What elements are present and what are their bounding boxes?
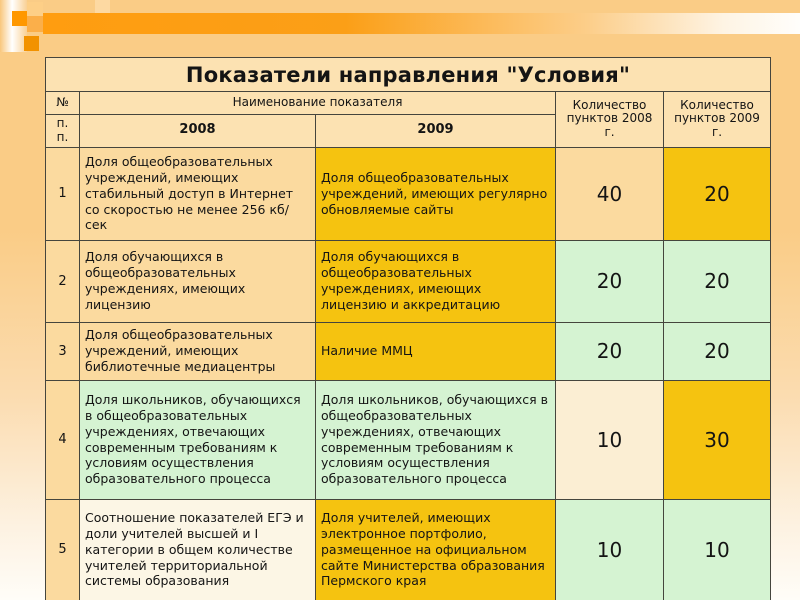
points-2008: 40 [556,147,664,240]
table-row [46,322,771,380]
table-title: Показатели направления "Условия" [46,58,771,92]
left-gradient-strip [0,0,27,52]
decor-square-bright [12,11,27,26]
indicators-table [45,57,771,600]
points-2008: 10 [556,380,664,499]
table-title-row [46,58,771,92]
row-number: 2 [46,240,80,322]
table-row [46,240,771,322]
header-row-1 [46,92,771,115]
col-header-year-2008: 2008 [80,115,316,148]
top-accent-bar [43,13,800,34]
points-2009: 30 [664,380,771,499]
col-header-name: Наименование показателя [80,92,556,115]
indicator-2008: Доля школьников, обучающихся в общеобразовательных учреждениях, отвечающих современным требованиям к условиям осуществления образовательного процесса [80,380,316,499]
row-number: 5 [46,499,80,600]
indicator-2008: Доля обучающихся в общеобразовательных учреждениях, имеющих лицензию [80,240,316,322]
col-header-points-2008: Количество пунктов 2008 г. [556,92,664,148]
row-number: 3 [46,322,80,380]
points-2008: 10 [556,499,664,600]
row-number: 1 [46,147,80,240]
points-2009: 20 [664,322,771,380]
indicator-2008: Соотношение показателей ЕГЭ и доли учителей высшей и I категории в общем количестве учителей территориальной системы образования [80,499,316,600]
col-header-year-2009: 2009 [316,115,556,148]
points-2008: 20 [556,322,664,380]
points-2009: 10 [664,499,771,600]
col-header-points-2009: Количество пунктов 2009 г. [664,92,771,148]
points-2009: 20 [664,147,771,240]
table-row [46,147,771,240]
indicator-2009: Доля учителей, имеющих электронное портфолио, размещенное на официальном сайте Министерства образования Пермского края [316,499,556,600]
decor-square-dark [24,36,39,51]
col-header-num-bottom: п. п. [46,115,80,148]
table-row [46,499,771,600]
indicator-2009: Наличие ММЦ [316,322,556,380]
decor-square-medium [27,16,43,32]
indicator-2008: Доля общеобразовательных учреждений, имеющих библиотечные медиацентры [80,322,316,380]
col-header-num-top: № [46,92,80,115]
indicator-2009: Доля обучающихся в общеобразовательных учреждениях, имеющих лицензию и аккредитацию [316,240,556,322]
indicator-2008: Доля общеобразовательных учреждений, имеющих стабильный доступ в Интернет со скоростью не менее 256 кб/сек [80,147,316,240]
indicator-2009: Доля школьников, обучающихся в общеобразовательных учреждениях, отвечающих современным требованиям к условиям осуществления образовательного процесса [316,380,556,499]
indicator-2009: Доля общеобразовательных учреждений, имеющих регулярно обновляемые сайты [316,147,556,240]
points-2008: 20 [556,240,664,322]
decor-square-faint [95,0,110,13]
row-number: 4 [46,380,80,499]
points-2009: 20 [664,240,771,322]
table-row [46,380,771,499]
decor-square-light-top [27,2,43,16]
